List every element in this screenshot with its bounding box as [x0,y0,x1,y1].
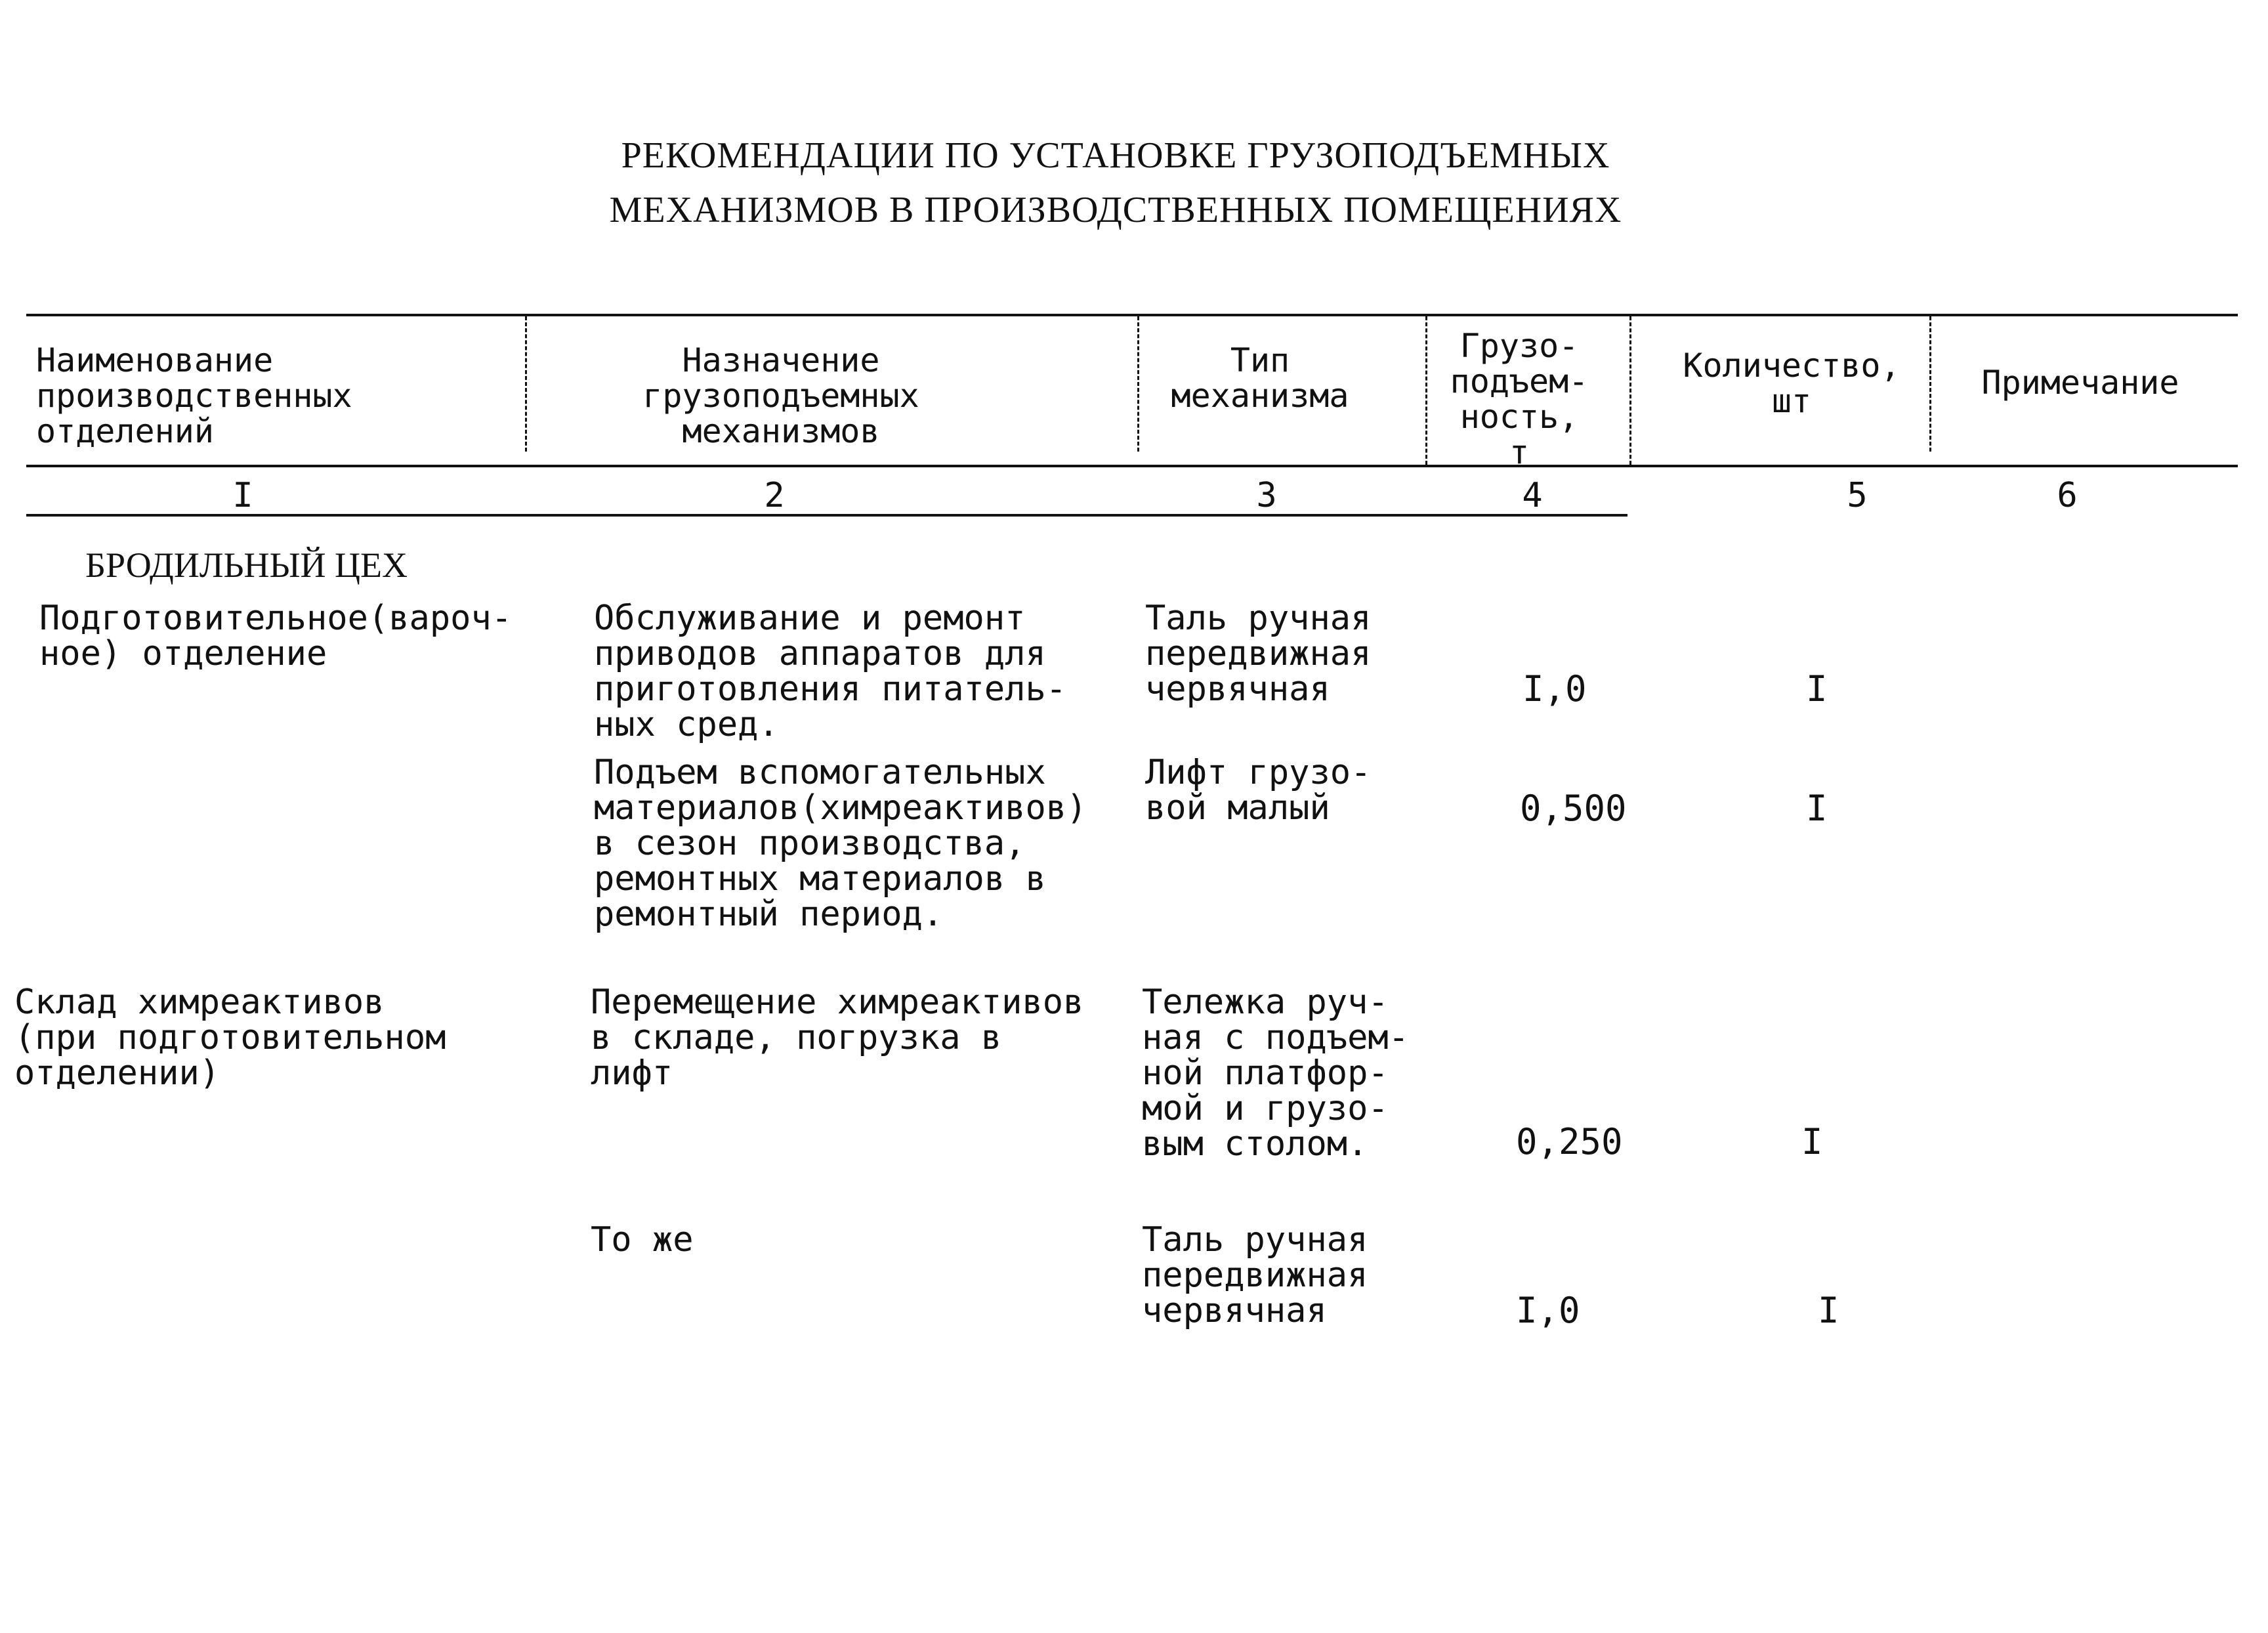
cell-quantity: I [1806,668,1828,710]
column-number: 2 [764,476,785,515]
cell-mechanism: Таль ручная передвижная червячная [1142,1220,1368,1330]
header-mechanism: Тип механизма [1171,341,1349,415]
header-department: Наименование производственных отделений [36,341,352,450]
cell-purpose: Обслуживание и ремонт приводов аппаратов для приготовления питатель- ных сред. [594,599,1067,744]
cell-purpose: Подъем вспомогательных материалов(химреактивов) в сезон производства, ремонтных материалов в ремонтный период. [594,753,1087,934]
column-number: 5 [1847,476,1868,515]
cell-capacity: 0,500 [1520,788,1627,829]
section-heading: БРОДИЛЬНЫЙ ЦЕХ [85,545,408,585]
cell-quantity: I [1801,1121,1823,1162]
table-top-rule [26,314,2238,316]
column-separator [1929,316,1933,452]
document-title-line-1: РЕКОМЕНДАЦИИ ПО УСТАНОВКЕ ГРУЗОПОДЪЕМНЫХ [621,135,1610,176]
header-purpose: Назначение грузоподъемных механизмов [642,341,919,450]
column-number: I [232,476,253,515]
cell-mechanism: Лифт грузо- вой малый [1145,753,1372,828]
cell-purpose: Перемещение химреактивов в складе, погрузка в лифт [591,983,1084,1093]
cell-purpose: То же [591,1220,694,1260]
cell-capacity: I,0 [1522,668,1587,710]
column-separator [1629,316,1633,465]
column-separator [525,316,529,452]
cell-mechanism: Тележка руч- ная с подъем- ной платфор- мой и грузо- вым столом. [1142,983,1409,1164]
cell-capacity: I,0 [1516,1290,1580,1331]
column-separator [1137,316,1141,452]
cell-quantity: I [1818,1290,1839,1331]
header-bottom-rule [26,465,2238,467]
cell-mechanism: Таль ручная передвижная червячная [1145,599,1372,709]
cell-department: Подготовительное(вароч- ное) отделение [39,599,513,673]
column-number: 3 [1256,476,1277,515]
cell-quantity: I [1806,788,1828,829]
document-title-line-2: МЕХАНИЗМОВ В ПРОИЗВОДСТВЕННЫХ ПОМЕЩЕНИЯХ [609,190,1622,230]
column-number: 4 [1522,476,1543,515]
header-quantity: Количество, шт [1683,347,1900,420]
header-capacity: Грузо- подъем- ность, т [1450,327,1589,471]
header-note: Примечание [1981,364,2179,402]
cell-department: Склад химреактивов (при подготовительном отделении) [14,983,446,1093]
cell-capacity: 0,250 [1516,1121,1623,1162]
column-number: 6 [2057,476,2078,515]
